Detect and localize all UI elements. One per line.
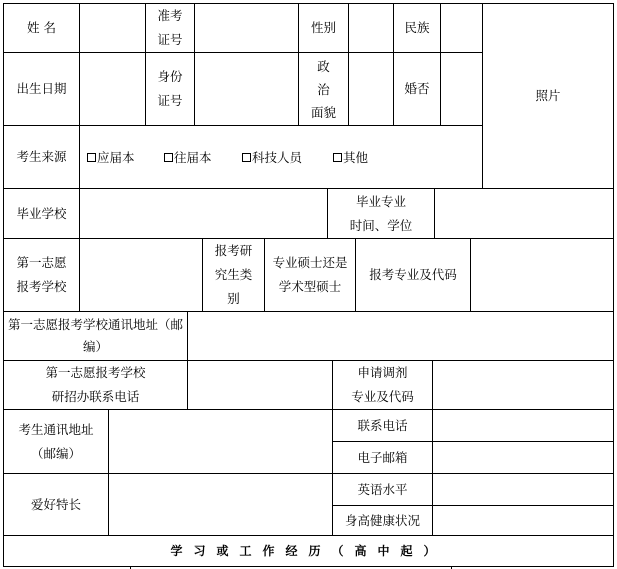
political-status-field[interactable] xyxy=(349,53,393,125)
ticket-no-label: 准考 证号 xyxy=(157,8,183,47)
applied-major-field[interactable] xyxy=(471,239,613,311)
checkbox-icon xyxy=(87,153,96,162)
school-address-label: 第一志愿报考学校通讯地址（邮 编） xyxy=(7,317,183,354)
gender-label: 性别 xyxy=(310,20,336,35)
english-level-field[interactable] xyxy=(433,474,613,505)
ticket-no-field[interactable] xyxy=(195,4,298,52)
master-type-label: 专业硕士还是 学术型硕士 xyxy=(272,255,348,294)
marital-status-field[interactable] xyxy=(441,53,482,125)
origin-label: 考生来源 xyxy=(16,149,67,164)
hobbies-label: 爱好特长 xyxy=(30,496,81,512)
contact-phone-field[interactable] xyxy=(433,410,613,441)
hobbies-field[interactable] xyxy=(109,474,332,535)
gender-field[interactable] xyxy=(349,4,393,52)
id-no-field[interactable] xyxy=(195,53,298,125)
checkbox-icon xyxy=(242,153,251,162)
birth-date-label: 出生日期 xyxy=(16,81,67,96)
photo-area[interactable]: 照片 xyxy=(535,88,561,103)
first-choice-school-field[interactable] xyxy=(80,239,202,311)
school-address-field[interactable] xyxy=(188,312,613,360)
transfer-major-field[interactable] xyxy=(433,361,613,409)
candidate-address-field[interactable] xyxy=(109,410,332,473)
option-label: 往届本 xyxy=(174,150,212,165)
school-phone-field[interactable] xyxy=(188,361,332,409)
origin-option-other[interactable] xyxy=(333,148,368,166)
email-label: 电子邮箱 xyxy=(357,449,408,465)
name-field[interactable] xyxy=(80,4,145,52)
graduation-school-label: 毕业学校 xyxy=(16,205,67,221)
work-history-heading: 学习或工作经历（高中起） xyxy=(170,544,447,558)
checkbox-icon xyxy=(333,153,342,162)
first-choice-school-label: 第一志愿 报考学校 xyxy=(16,255,67,294)
candidate-address-label: 考生通讯地址 （邮编） xyxy=(18,421,94,461)
origin-option-past-graduate[interactable] xyxy=(164,148,212,166)
birth-date-field[interactable] xyxy=(80,53,145,125)
school-phone-label: 第一志愿报考学校 研招办联系电话 xyxy=(45,365,146,404)
rule xyxy=(613,3,614,567)
ethnicity-label: 民族 xyxy=(404,20,430,35)
applied-major-label: 报考专业及代码 xyxy=(369,267,457,282)
id-no-label: 身份 证号 xyxy=(157,69,183,108)
option-label: 其他 xyxy=(343,150,369,165)
email-field[interactable] xyxy=(433,442,613,473)
health-field[interactable] xyxy=(433,506,613,535)
rule xyxy=(3,566,614,567)
english-level-label: 英语水平 xyxy=(357,481,408,497)
origin-option-researcher[interactable] xyxy=(242,148,302,166)
option-label: 应届本 xyxy=(97,150,135,165)
contact-phone-label: 联系电话 xyxy=(357,417,408,433)
transfer-major-label: 申请调剂 专业及代码 xyxy=(351,365,414,404)
marital-status-label: 婚否 xyxy=(404,81,430,96)
graduation-major-label: 毕业专业 时间、学位 xyxy=(349,193,413,233)
graduation-major-field[interactable] xyxy=(435,189,613,238)
option-label: 科技人员 xyxy=(252,150,303,165)
ethnicity-field[interactable] xyxy=(441,4,482,52)
health-label: 身高健康状况 xyxy=(344,512,420,528)
checkbox-icon xyxy=(164,153,173,162)
origin-option-fresh-graduate[interactable] xyxy=(87,148,135,166)
name-label: 姓 名 xyxy=(27,20,56,35)
political-status-label: 政 治 面貌 xyxy=(310,58,336,120)
study-category-label: 报考研 究生类 别 xyxy=(214,243,253,306)
graduation-school-field[interactable] xyxy=(80,189,327,238)
